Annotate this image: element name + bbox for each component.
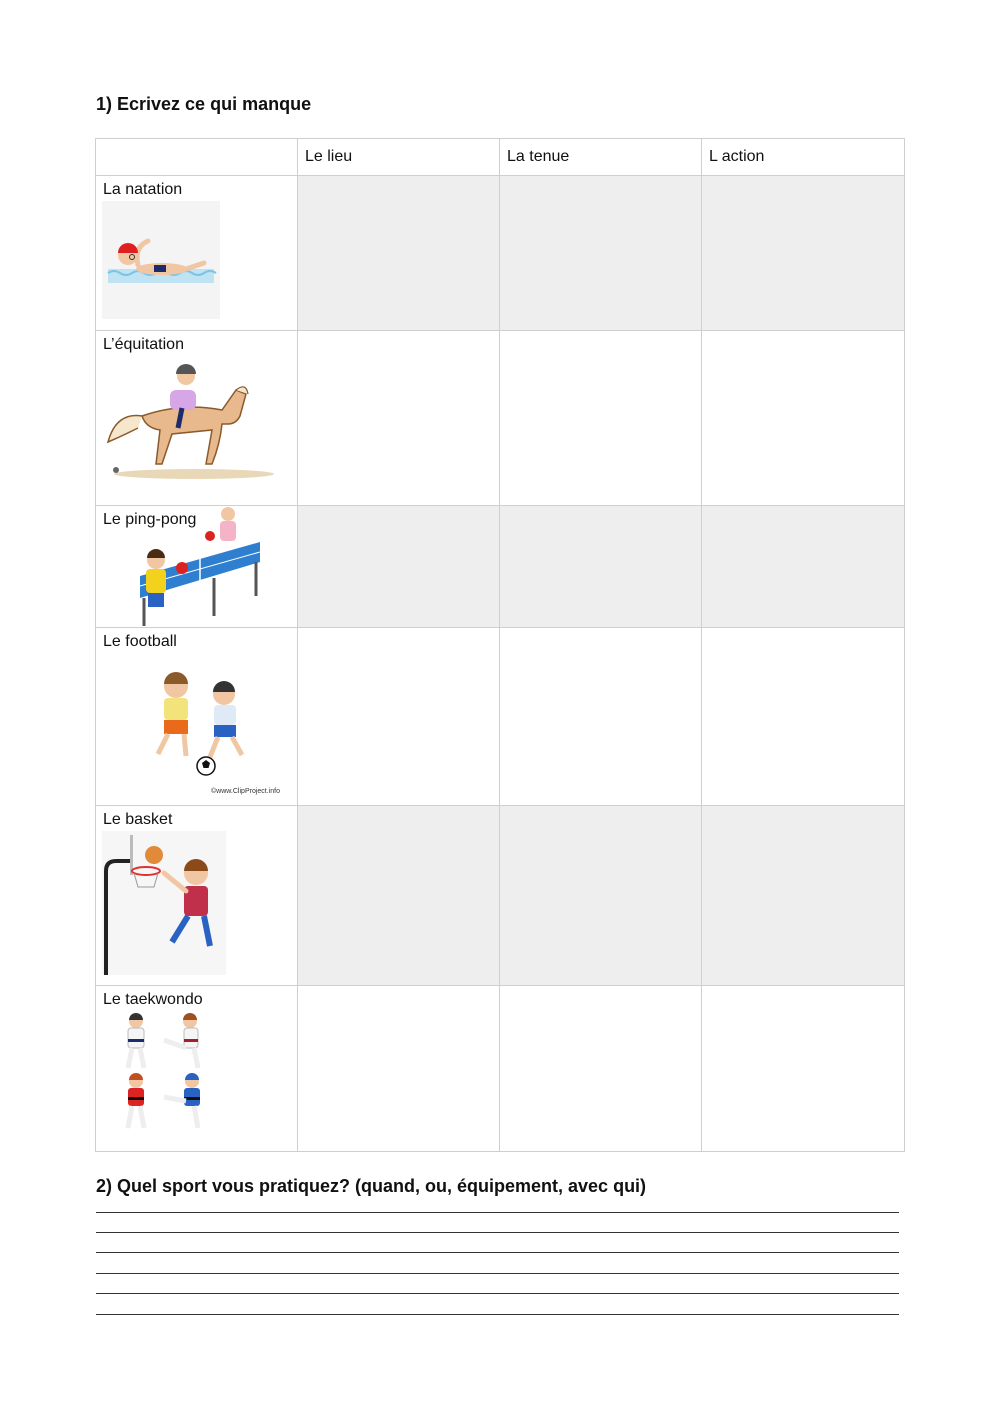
- table-row: [96, 176, 905, 331]
- sport-label: Le taekwondo: [103, 991, 203, 1008]
- sport-cell: [96, 331, 298, 506]
- table-row: [96, 506, 905, 628]
- answer-cell[interactable]: [298, 628, 500, 806]
- answer-line[interactable]: [96, 1252, 899, 1253]
- answer-cell[interactable]: [702, 176, 905, 331]
- table-row: [96, 986, 905, 1152]
- answer-cell[interactable]: [500, 176, 702, 331]
- answer-cell[interactable]: [298, 806, 500, 986]
- table-row: [96, 331, 905, 506]
- table-row: [96, 806, 905, 986]
- sport-label: La natation: [103, 181, 183, 198]
- answer-cell[interactable]: [500, 331, 702, 506]
- question-1-title: 1) Ecrivez ce qui manque: [96, 94, 312, 114]
- answer-line[interactable]: [96, 1232, 899, 1233]
- answer-cell[interactable]: [298, 506, 500, 628]
- swimmer-icon: [102, 201, 220, 319]
- answer-cell[interactable]: [298, 986, 500, 1152]
- header-cell-empty: [96, 139, 298, 176]
- table-row: [96, 628, 905, 806]
- ping-pong-icon: [130, 506, 264, 628]
- answer-cell[interactable]: [298, 176, 500, 331]
- answer-line[interactable]: [96, 1293, 899, 1294]
- image-credit: ©www.ClipProject.info: [211, 788, 280, 795]
- football-players-icon: [136, 668, 266, 778]
- basketball-player-icon: [102, 831, 226, 975]
- sport-label: Le ping-pong: [103, 511, 197, 528]
- answer-cell[interactable]: [702, 806, 905, 986]
- sport-label: Le basket: [103, 811, 173, 828]
- sport-cell: [96, 628, 298, 806]
- sport-cell: [96, 986, 298, 1152]
- sports-table: [95, 138, 905, 1152]
- sport-cell: [96, 176, 298, 331]
- answer-line[interactable]: [96, 1212, 899, 1213]
- taekwondo-kids-icon: [102, 1011, 222, 1135]
- sport-cell: [96, 506, 298, 628]
- header-cell-tenue: La tenue: [500, 139, 702, 176]
- sport-cell: [96, 806, 298, 986]
- answer-cell[interactable]: [298, 331, 500, 506]
- header-cell-action: L action: [702, 139, 905, 176]
- table-header-row: [96, 139, 905, 176]
- answer-cell[interactable]: [500, 506, 702, 628]
- answer-cell[interactable]: [500, 806, 702, 986]
- horse-rider-icon: [102, 356, 278, 484]
- sport-label: L’équitation: [103, 336, 184, 353]
- sport-label: Le football: [103, 633, 177, 650]
- answer-cell[interactable]: [702, 986, 905, 1152]
- answer-cell[interactable]: [702, 331, 905, 506]
- question-2-title: 2) Quel sport vous pratiquez? (quand, ou, équipement, avec qui): [96, 1176, 647, 1196]
- answer-cell[interactable]: [702, 506, 905, 628]
- answer-cell[interactable]: [702, 628, 905, 806]
- answer-cell[interactable]: [500, 628, 702, 806]
- answer-cell[interactable]: [500, 986, 702, 1152]
- answer-line[interactable]: [96, 1314, 899, 1315]
- answer-line[interactable]: [96, 1273, 899, 1274]
- header-cell-lieu: Le lieu: [298, 139, 500, 176]
